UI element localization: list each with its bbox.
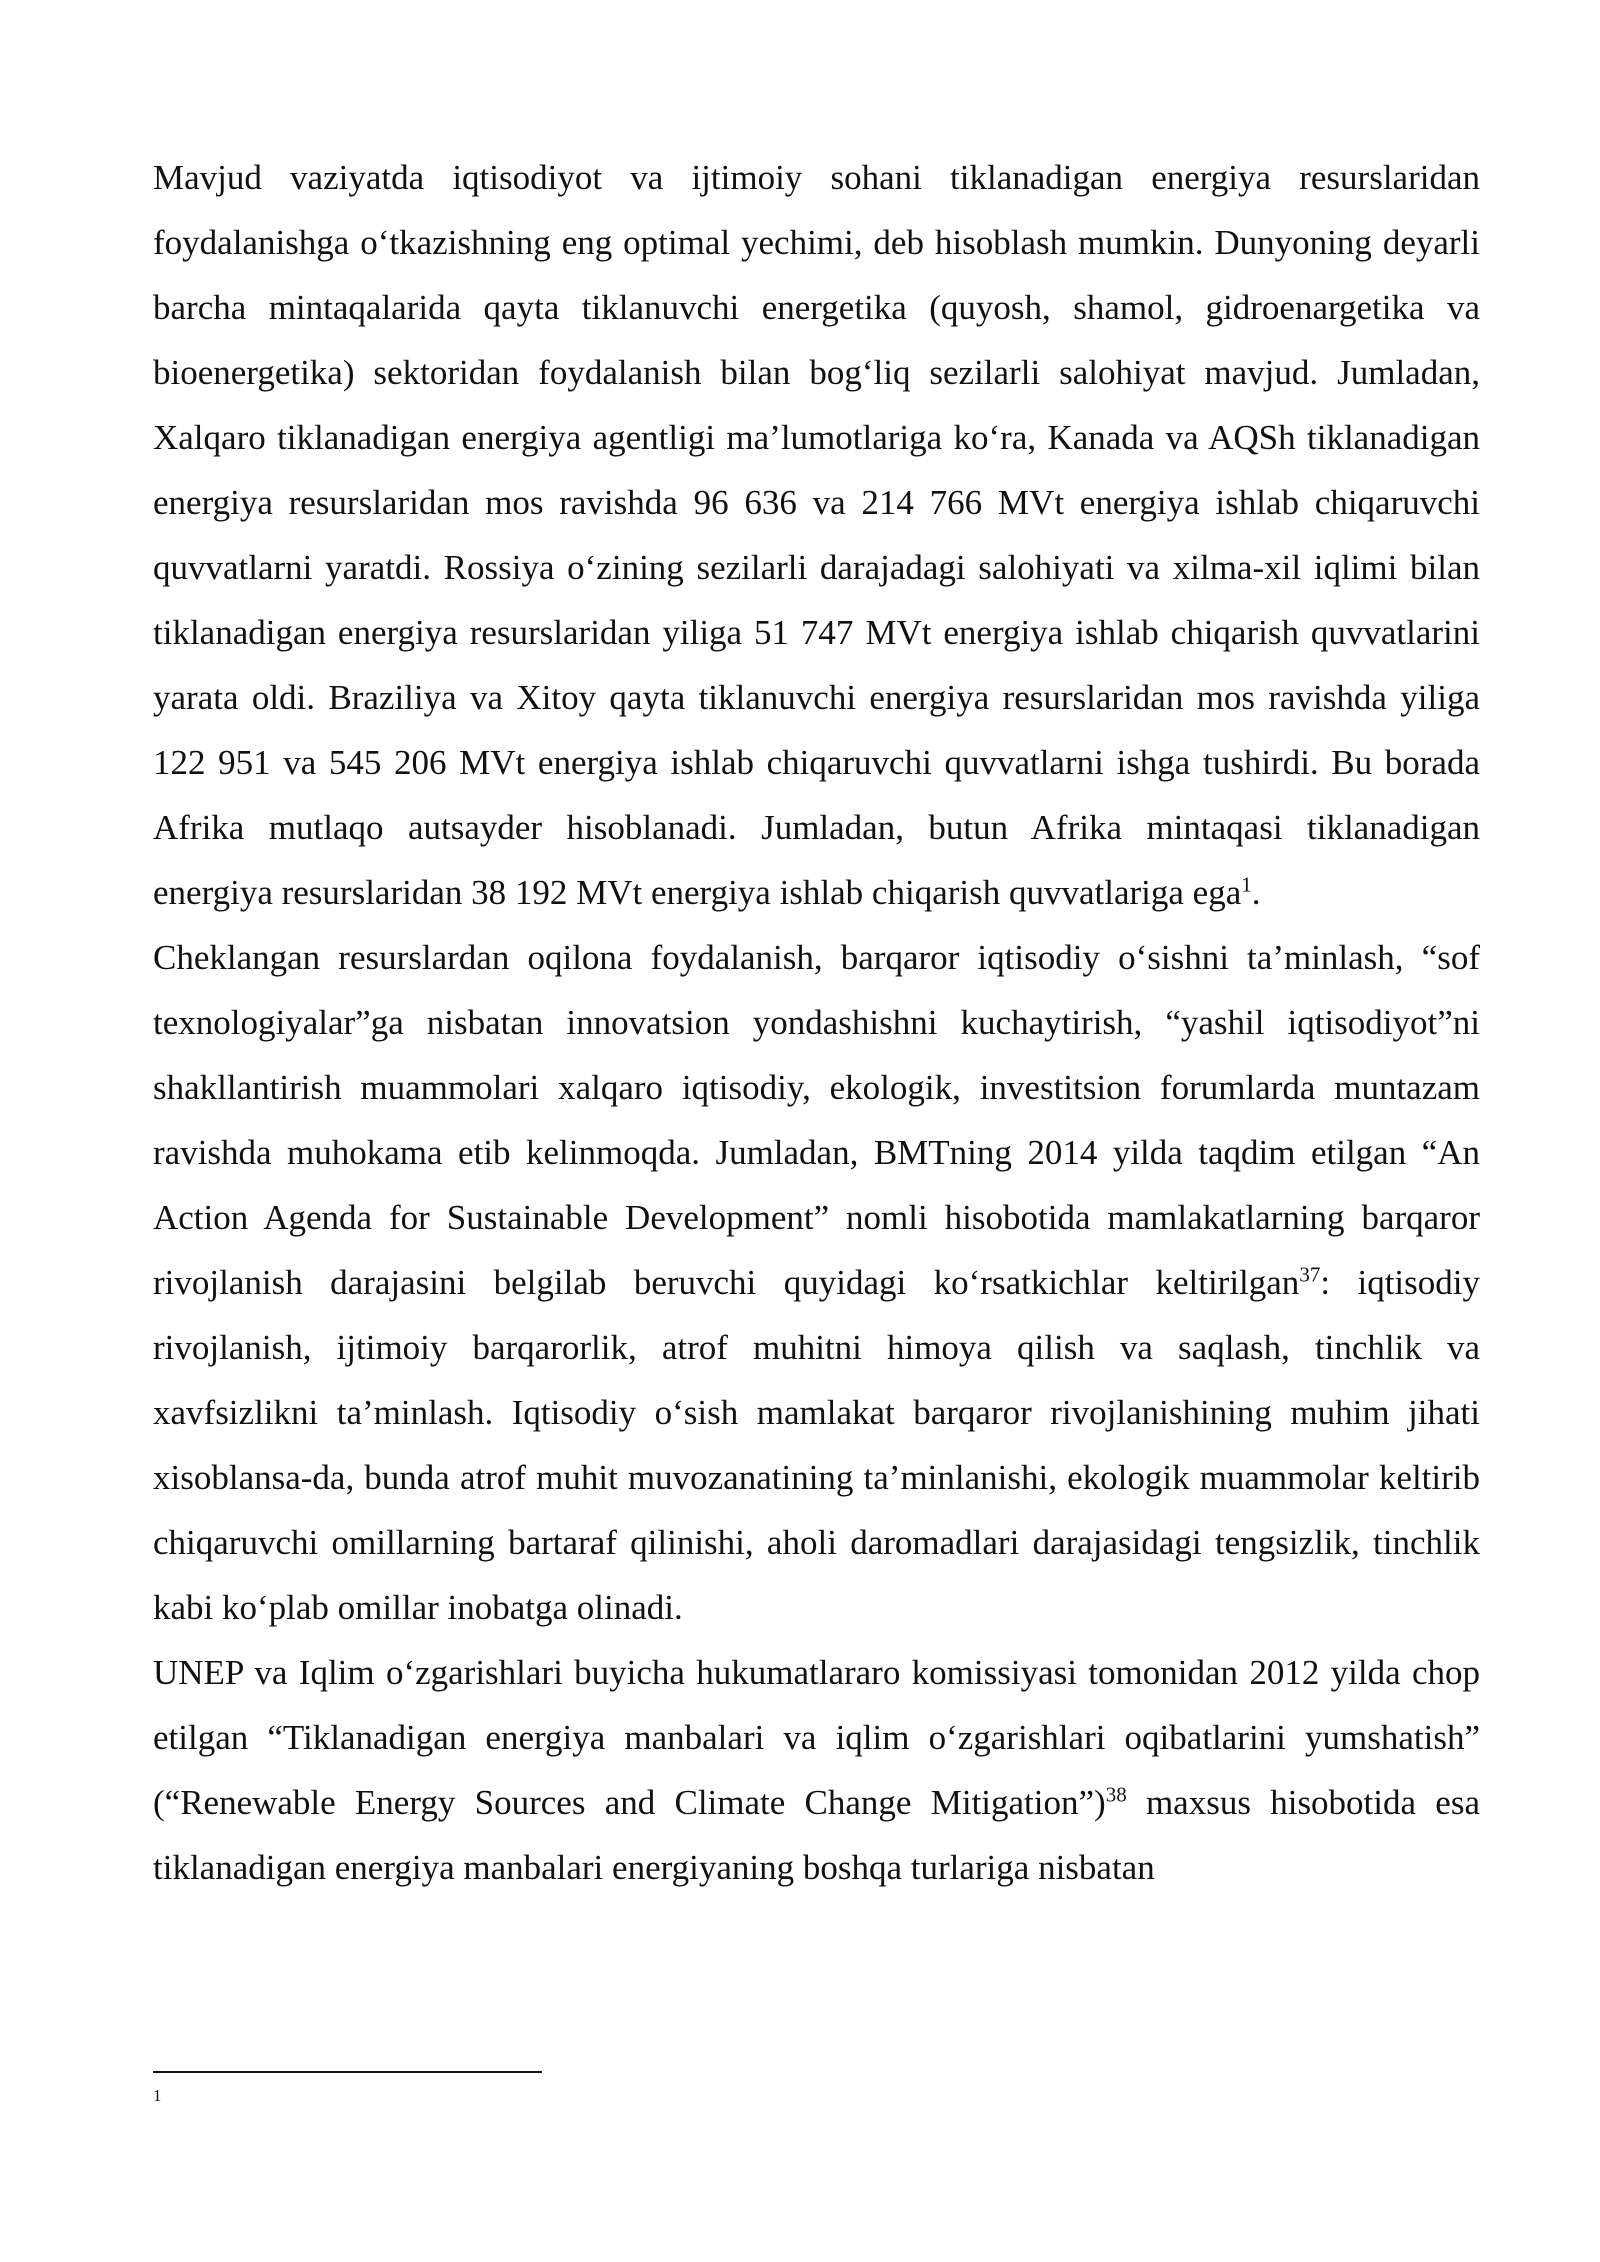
footnote-marker: 1	[153, 2086, 162, 2105]
paragraph-text: Cheklangan resurslardan oqilona foydalanish, barqaror iqtisodiy o‘sishni ta’minlash, “sof texnologiyalar”ga nisbatan innovatsion yondashishni kuchaytirish, “yashil iqtisodiyot”ni shakllantirish muammolari xalqaro iqtisodiy, ekologik, investitsion forumlarda muntazam ravishda muhokama etib kelinmoqda. Jumladan, BMTning 2014 yilda taqdim etilgan “An Action Agenda for Sustainable Development” nomli hisobotida mamlakatlarning barqaror rivojlanish darajasini belgilab beruvchi quyidagi ko‘rsatkichlar keltirilgan	[153, 938, 1480, 1302]
paragraph-text: : iqtisodiy rivojlanish, ijtimoiy barqarorlik, atrof muhitni himoya qilish va saqlash, tinchlik va xavfsizlikni ta’minlash. Iqtisodiy o‘sish mamlakat barqaror rivojlanishining muhim jihati xisoblansa-da, bunda atrof muhit muvozanatining ta’minlanishi, ekologik muammolar keltirib chiqaruvchi omillarning bartaraf qilinishi, aholi daromadlari darajasidagi tengsizlik, tinchlik kabi ko‘plab omillar inobatga olinadi.	[153, 1263, 1480, 1627]
footnote-reference[interactable]: 37	[1299, 1262, 1321, 1287]
footnote-separator	[153, 2071, 542, 2073]
paragraph-text: Mavjud vaziyatda iqtisodiyot va ijtimoiy sohani tiklanadigan energiya resurslaridan foydalanishga o‘tkazishning eng optimal yechimi, deb hisoblash mumkin. Dunyoning deyarli barcha mintaqalarida qayta tiklanuvchi energetika (quyosh, shamol, gidroenargetika va bioenergetika) sektoridan foydalanish bilan bog‘liq sezilarli salohiyat mavjud. Jumladan, Xalqaro tiklanadigan energiya agentligi ma’lumotlariga ko‘ra, Kanada va AQSh tiklanadigan energiya resurslaridan mos ravishda 96 636 va 214 766 MVt energiya ishlab chiqaruvchi quvvatlarni yaratdi. Rossiya o‘zining sezilarli darajadagi salohiyati va xilma-xil iqlimi bilan tiklanadigan energiya resurslaridan yiliga 51 747 MVt energiya ishlab chiqarish quvvatlarini yarata oldi. Braziliya va Xitoy qayta tiklanuvchi energiya resurslaridan mos ravishda yiliga 122 951 va 545 206 MVt energiya ishlab chiqaruvchi quvvatlarni ishga tushirdi. Bu borada Afrika mutlaqo autsayder hisoblanadi. Jumladan, butun Afrika mintaqasi tiklanadigan energiya resurslaridan 38 192 MVt energiya ishlab chiqarish quvvatlariga ega	[153, 158, 1480, 912]
paragraph-text: .	[1251, 873, 1261, 912]
footnote-reference[interactable]: 38	[1105, 1782, 1127, 1807]
body-text	[153, 145, 1480, 1900]
footnote-reference[interactable]: 1	[1241, 872, 1252, 897]
paragraph-text: UNEP va Iqlim o‘zgarishlari buyicha hukumatlararo komissiyasi tomonidan 2012 yilda chop etilgan “Tiklanadigan energiya manbalari va iqlim o‘zgarishlari oqibatlarini yumshatish” (“Renewable Energy Sources and Climate Change Mitigation”)	[153, 1653, 1480, 1822]
paragraph-text: maxsus hisobotida esa tiklanadigan energiya manbalari energiyaning boshqa turlariga nisbatan	[153, 1783, 1480, 1887]
paragraph-unep-report	[153, 1640, 1480, 1900]
paragraph-renewable-capacity	[153, 145, 1480, 925]
paragraph-sustainable-development	[153, 925, 1480, 1640]
